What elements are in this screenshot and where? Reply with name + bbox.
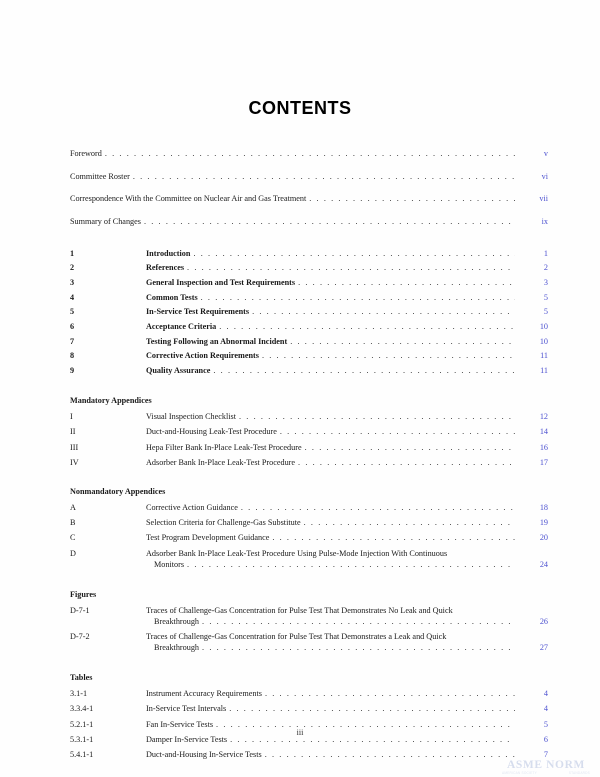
toc-entry[interactable] <box>70 336 548 347</box>
leader-dots <box>202 642 515 653</box>
watermark-subtitle <box>500 771 592 775</box>
leader-dots <box>201 292 515 303</box>
toc-entry[interactable] <box>70 193 548 204</box>
leader-dots <box>298 277 515 288</box>
toc-entry-title: Traces of Challenge-Gas Concentration for Pulse Test That Demonstrates No Leak and Quick <box>146 605 453 615</box>
toc-entry-title: Duct-and-Housing In-Service Tests <box>146 750 262 760</box>
toc-entry-line <box>70 605 548 616</box>
toc-entry-number: 7 <box>70 336 75 346</box>
toc-entry-page: 4 <box>543 704 548 714</box>
toc-entry-line <box>70 631 548 642</box>
toc-entry-page: 20 <box>539 533 548 543</box>
toc-entry-page: vii <box>539 194 548 204</box>
toc-entry-title: Traces of Challenge-Gas Concentration for Pulse Test That Demonstrates a Leak and Quick <box>146 632 447 642</box>
toc-entry-line <box>70 559 548 570</box>
toc-entry-title-continued: Monitors <box>154 559 185 569</box>
leader-dots <box>239 411 515 422</box>
toc-entry-number: IV <box>70 457 79 467</box>
toc-entry-number: D <box>70 548 76 558</box>
leader-dots <box>290 336 515 347</box>
toc-entry-number: II <box>70 427 76 437</box>
leader-dots <box>202 616 515 627</box>
page-folio: iii <box>296 728 304 737</box>
toc-entry-number: D-7-2 <box>70 632 90 642</box>
toc-group-nonmandatory-appendices <box>70 487 548 570</box>
toc-entry-page: 16 <box>539 442 548 452</box>
toc-entry-title: Corrective Action Guidance <box>146 502 238 512</box>
toc-entry[interactable] <box>70 248 548 259</box>
toc-entry-page: 4 <box>543 689 548 699</box>
leader-dots <box>265 749 515 760</box>
asme-norm-watermark-logo <box>500 759 592 775</box>
toc-entry-number: 3 <box>70 278 75 288</box>
toc-entry-page: 11 <box>540 366 548 375</box>
toc-entry-page: ix <box>541 216 548 226</box>
toc-entry-number: 5.3.1-1 <box>70 734 94 744</box>
toc-entry[interactable] <box>70 148 548 159</box>
toc-entry-title: Corrective Action Requirements <box>146 351 259 361</box>
leader-dots <box>187 262 515 273</box>
toc-entry[interactable] <box>70 426 548 437</box>
toc-entry-title: Summary of Changes <box>70 216 141 226</box>
leader-dots <box>262 350 515 361</box>
leader-dots <box>213 365 515 376</box>
leader-dots <box>241 502 515 513</box>
toc-entry-page: 27 <box>539 643 548 653</box>
toc-entry[interactable] <box>70 749 548 760</box>
leader-dots <box>272 532 515 543</box>
leader-dots <box>229 703 515 714</box>
toc-entry-page: 1 <box>543 248 548 258</box>
toc-entry-number: 9 <box>70 366 75 375</box>
toc-entry-number: 5 <box>70 307 75 317</box>
toc-entry-number: 3.1-1 <box>70 689 88 699</box>
toc-entry-title: Damper In-Service Tests <box>146 734 228 744</box>
watermark-title: ASME NORM <box>507 758 585 771</box>
table-of-contents <box>70 148 548 764</box>
toc-entry-number: D-7-1 <box>70 605 90 615</box>
toc-group-heading: Tables <box>70 673 93 683</box>
toc-entry[interactable] <box>70 262 548 273</box>
toc-entry[interactable] <box>70 442 548 453</box>
toc-entry-line <box>70 548 548 559</box>
toc-entry-number: 8 <box>70 351 75 361</box>
toc-entry-page: 18 <box>539 502 548 512</box>
toc-group-front-matter <box>70 148 548 227</box>
toc-entry-page: 2 <box>543 263 548 273</box>
toc-group-sections <box>70 248 548 376</box>
leader-dots <box>219 321 515 332</box>
toc-entry[interactable] <box>70 292 548 303</box>
leader-dots <box>309 193 515 204</box>
toc-entry[interactable] <box>70 703 548 714</box>
toc-entry-number: B <box>70 518 76 528</box>
toc-entry-title: Correspondence With the Committee on Nuclear Air and Gas Treatment <box>70 194 307 204</box>
leader-dots <box>144 216 515 227</box>
toc-entry[interactable] <box>70 321 548 332</box>
leader-dots <box>187 559 515 570</box>
toc-group-figures <box>70 590 548 653</box>
watermark-subtitle-right: STANDARDS <box>568 771 590 775</box>
toc-entry-number: A <box>70 502 76 512</box>
toc-entry-number: I <box>70 412 73 422</box>
toc-entry-page: 24 <box>539 559 548 569</box>
toc-entry-page: 5 <box>543 719 548 729</box>
toc-entry-title: Visual Inspection Checklist <box>146 412 237 422</box>
toc-group-heading: Mandatory Appendices <box>70 396 152 406</box>
toc-entry-title: Test Program Development Guidance <box>146 533 270 543</box>
toc-entry-number: III <box>70 442 79 452</box>
toc-entry-page: v <box>543 149 548 158</box>
leader-dots <box>298 457 515 468</box>
toc-group-heading: Nonmandatory Appendices <box>70 486 166 496</box>
toc-entry[interactable] <box>70 605 548 627</box>
toc-entry-page: 11 <box>540 351 548 361</box>
toc-entry-title: Selection Criteria for Challenge-Gas Substitute <box>146 518 301 528</box>
toc-entry[interactable] <box>70 548 548 570</box>
toc-entry-page: vi <box>541 171 548 181</box>
toc-entry[interactable] <box>70 277 548 288</box>
toc-group-tables <box>70 673 548 760</box>
toc-entry-number: 5.4.1-1 <box>70 750 94 760</box>
toc-entry[interactable] <box>70 688 548 699</box>
toc-entry-title: Acceptance Criteria <box>146 322 217 332</box>
toc-entry-title: General Inspection and Test Requirements <box>146 278 296 288</box>
toc-entry[interactable] <box>70 365 548 376</box>
toc-entry-page: 5 <box>543 292 548 302</box>
toc-group-mandatory-appendices <box>70 396 548 468</box>
toc-entry-title: Committee Roster <box>70 171 130 181</box>
toc-entry-page: 10 <box>539 322 548 332</box>
toc-entry[interactable] <box>70 502 548 513</box>
leader-dots <box>105 148 515 159</box>
leader-dots <box>252 306 515 317</box>
toc-entry-page: 6 <box>543 734 548 744</box>
toc-entry-title: Duct-and-Housing Leak-Test Procedure <box>146 427 277 437</box>
toc-entry-number: 3.3.4-1 <box>70 704 94 714</box>
leader-dots <box>193 248 515 259</box>
toc-entry-title-continued: Breakthrough <box>154 616 200 626</box>
toc-entry-title: Introduction <box>146 248 191 258</box>
toc-entry[interactable] <box>70 532 548 543</box>
leader-dots <box>265 688 515 699</box>
leader-dots <box>133 171 515 182</box>
watermark-subtitle-left: AMERICAN SOCIETY <box>502 771 537 775</box>
toc-entry-number: C <box>70 533 76 543</box>
toc-entry-title: Foreword <box>70 149 102 158</box>
toc-entry-page: 26 <box>539 616 548 626</box>
toc-entry-number: 4 <box>70 292 75 302</box>
toc-entry-title: Instrument Accuracy Requirements <box>146 689 262 699</box>
toc-entry-page: 5 <box>543 307 548 317</box>
leader-dots <box>280 426 515 437</box>
toc-entry-number: 1 <box>70 248 75 258</box>
leader-dots <box>304 517 515 528</box>
toc-entry-page: 19 <box>539 518 548 528</box>
toc-entry-number: 2 <box>70 263 75 273</box>
toc-entry[interactable] <box>70 517 548 528</box>
toc-entry[interactable] <box>70 306 548 317</box>
toc-entry-title: Common Tests <box>146 292 198 302</box>
toc-entry[interactable] <box>70 216 548 227</box>
toc-entry-number: 5.2.1-1 <box>70 719 94 729</box>
toc-entry-number: 6 <box>70 322 75 332</box>
toc-entry-title: Quality Assurance <box>146 366 211 375</box>
toc-entry[interactable] <box>70 171 548 182</box>
toc-entry-line <box>70 616 548 627</box>
toc-entry-page: 10 <box>539 336 548 346</box>
toc-entry-title: Adsorber Bank In-Place Leak-Test Procedure Using Pulse-Mode Injection With Continuous <box>146 548 448 558</box>
toc-entry-title: In-Service Test Intervals <box>146 704 227 714</box>
toc-entry-title: Hepa Filter Bank In-Place Leak-Test Procedure <box>146 442 302 452</box>
toc-entry-title: Adsorber Bank In-Place Leak-Test Procedure <box>146 457 296 467</box>
toc-entry-line <box>70 642 548 653</box>
toc-entry-page: 7 <box>543 750 548 760</box>
toc-entry-page: 17 <box>539 457 548 467</box>
leader-dots <box>305 442 515 453</box>
toc-entry[interactable] <box>70 631 548 653</box>
toc-entry-title-continued: Breakthrough <box>154 643 200 653</box>
toc-entry-page: 12 <box>539 412 548 422</box>
toc-entry-title: In-Service Test Requirements <box>146 307 250 317</box>
toc-entry-page: 3 <box>543 278 548 288</box>
toc-entry-title: Testing Following an Abnormal Incident <box>146 336 288 346</box>
page-title: CONTENTS <box>248 98 352 118</box>
toc-entry-title: References <box>146 263 185 273</box>
toc-entry[interactable] <box>70 350 548 361</box>
toc-entry-page: 14 <box>539 427 548 437</box>
toc-group-heading: Figures <box>70 589 97 599</box>
toc-entry[interactable] <box>70 457 548 468</box>
toc-entry-title: Fan In-Service Tests <box>146 719 214 729</box>
toc-entry[interactable] <box>70 411 548 422</box>
